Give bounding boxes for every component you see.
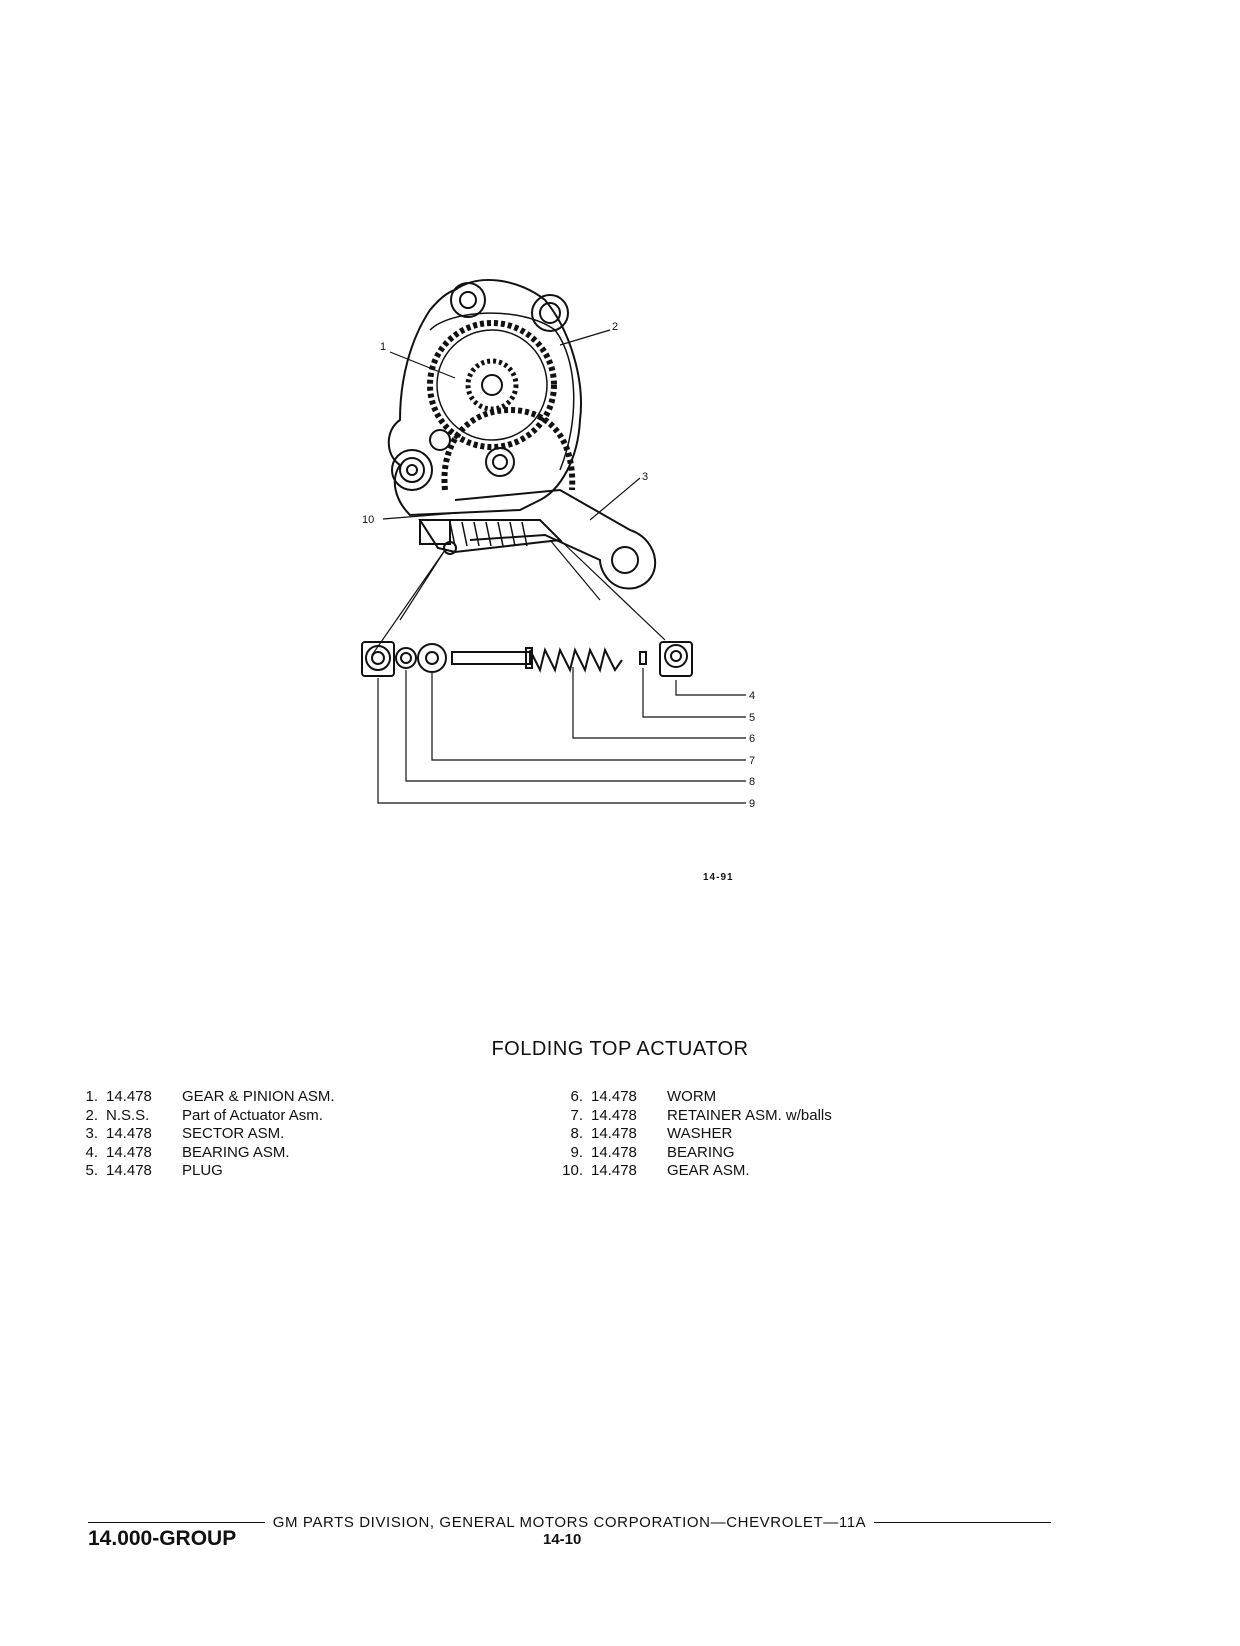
part-number: 2. [85,1106,98,1124]
part-number: 7. [570,1106,583,1124]
page-number: 14-10 [543,1531,582,1548]
parts-list-right [555,1088,832,1181]
part-code: 14.478 [591,1162,637,1179]
worm-shaft [452,652,530,664]
pinion-small [468,361,516,409]
part-code: N.S.S. [106,1106,150,1124]
group-label: 14.000-GROUP [88,1527,237,1550]
part-description: GEAR & PINION ASM. [182,1088,335,1105]
part-description: Part of Actuator Asm. [182,1106,323,1124]
part-description: PLUG [182,1162,223,1179]
callout-6: 6 [749,733,756,745]
boss-top [451,283,485,317]
part-code: 14.478 [591,1088,637,1105]
part-code: 14.478 [106,1162,152,1179]
part-description: BEARING ASM. [182,1143,290,1161]
part-number: 4. [85,1143,98,1161]
callout-1: 1 [380,341,387,353]
callout-10: 10 [362,514,375,526]
part-description: WASHER [667,1125,733,1142]
part-number: 1. [85,1088,98,1105]
part-description: SECTOR ASM. [182,1125,285,1142]
part-number: 8. [570,1125,583,1142]
part-row [70,1088,335,1107]
part-row [70,1144,335,1163]
part-code: 14.478 [591,1106,637,1124]
part-code: 14.478 [591,1143,637,1161]
washer [396,648,416,668]
part-row [555,1088,832,1107]
part-number: 6. [570,1088,583,1105]
part-number: 9. [570,1143,583,1161]
worm-thread [530,650,622,670]
boss-lower-left [430,430,450,450]
footer-rule-left [88,1522,265,1523]
part-description: WORM [667,1088,717,1105]
part-code: 14.478 [106,1143,152,1161]
callout-3: 3 [642,471,649,483]
plug [640,652,646,664]
part-description: RETAINER ASM. w/balls [667,1106,832,1124]
callout-8: 8 [749,776,756,788]
part-code: 14.478 [591,1125,637,1142]
part-row [555,1125,832,1144]
part-number: 5. [85,1162,98,1179]
part-row [70,1125,335,1144]
part-number: 10. [562,1162,583,1179]
part-number: 3. [85,1125,98,1142]
part-row [555,1144,832,1163]
parts-list-left [70,1088,335,1181]
callout-4: 4 [749,690,756,702]
gear-pinion-large [430,323,554,447]
part-description: GEAR ASM. [667,1162,750,1179]
callout-7: 7 [749,755,756,767]
page-title: FOLDING TOP ACTUATOR [491,1038,749,1060]
part-description: BEARING [667,1143,735,1161]
part-row [70,1107,335,1126]
boss-top-right [532,295,568,331]
part-code: 14.478 [106,1125,152,1142]
retainer-with-balls [418,644,446,672]
callout-5: 5 [749,712,756,724]
part-row [70,1162,335,1181]
part-code: 14.478 [106,1088,152,1105]
figure-id: 14-91 [703,872,734,883]
footer-text: GM PARTS DIVISION, GENERAL MOTORS CORPORATION—CHEVROLET—11A [272,1514,867,1531]
part-row [555,1162,832,1181]
footer-rule-right [874,1522,1051,1523]
callout-2: 2 [612,321,619,333]
callout-9: 9 [749,798,756,810]
part-row [555,1107,832,1126]
